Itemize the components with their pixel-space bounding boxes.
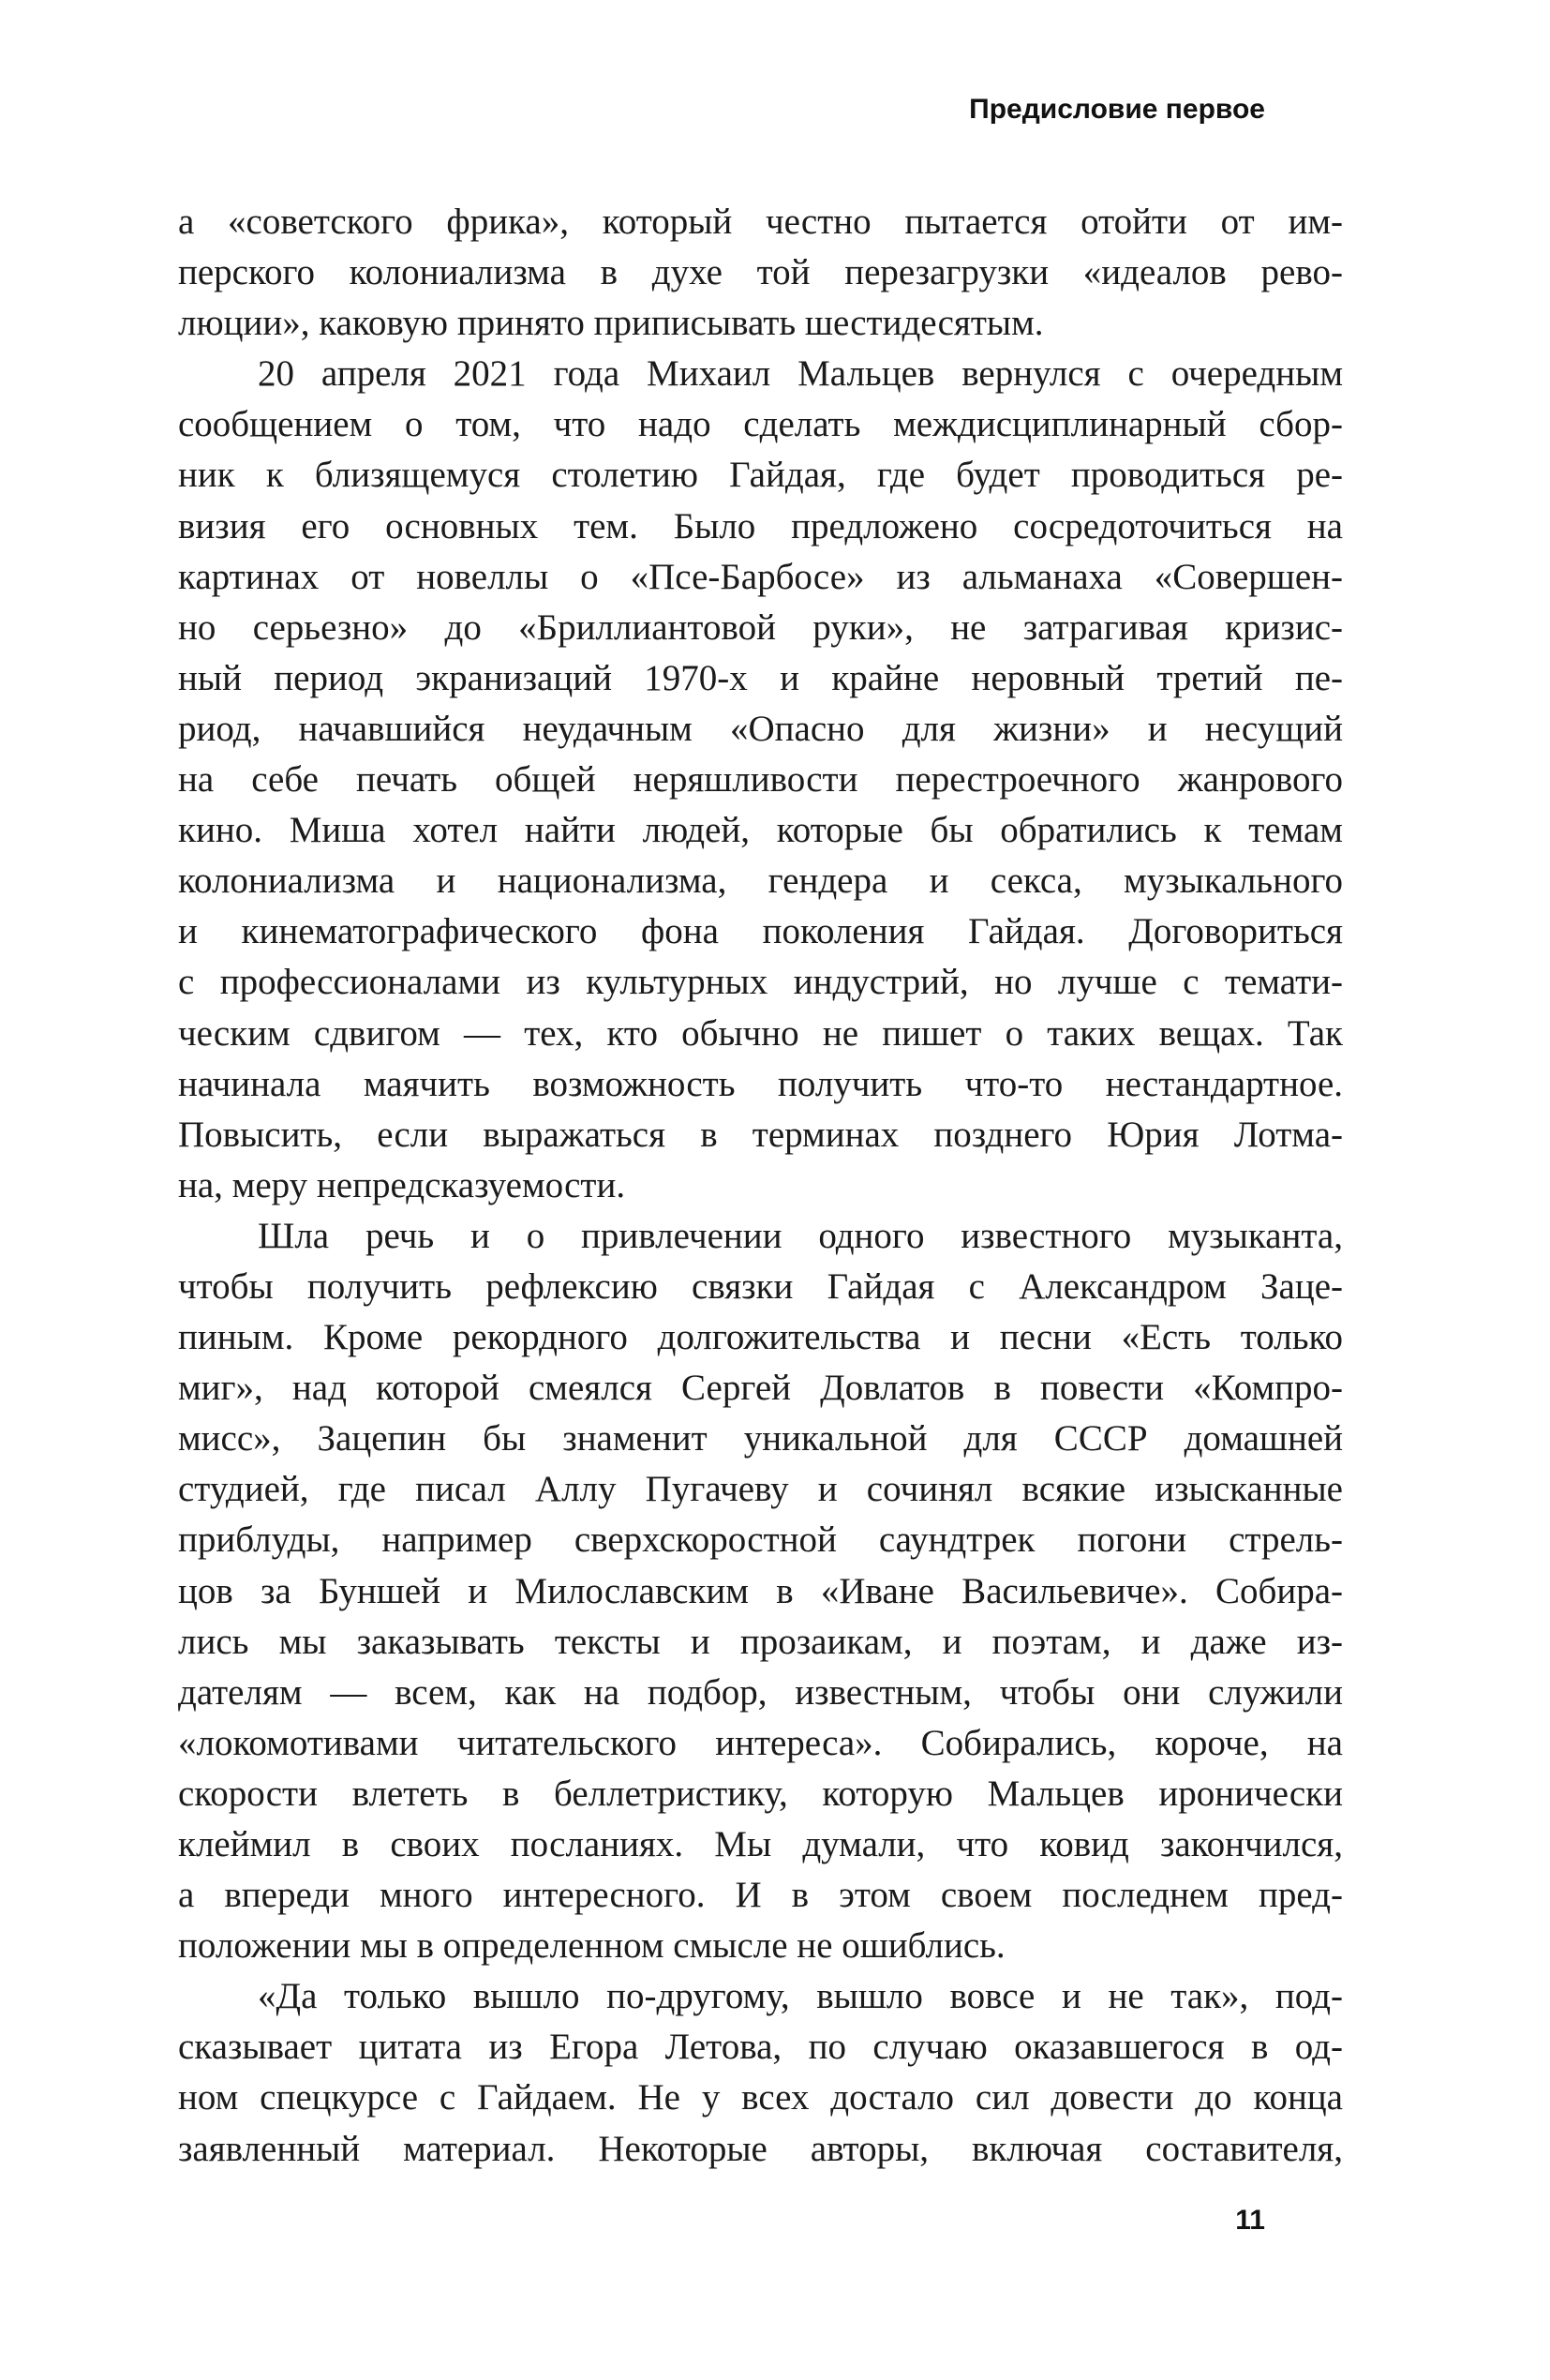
text-line: чтобы получить рефлексию связки Гайдая с Александром Заце-: [178, 1265, 1343, 1307]
text-line: пиным. Кроме рекордного долгожительства и песни «Есть только: [178, 1317, 1343, 1358]
text-line: начинала маячить возможность получить что-то нестандартное.: [178, 1063, 1343, 1104]
text-line: «Да только вышло по-другому, вышло вовсе и не так», под-: [258, 1976, 1343, 2017]
text-line: сообщением о том, что надо сделать междисциплинарный сбор-: [178, 404, 1343, 445]
text-line: положении мы в определенном смысле не ошиблись.: [178, 1925, 1006, 1967]
text-line: ный период экранизаций 1970-х и крайне неровный третий пе-: [178, 657, 1343, 698]
text-line: ник к близящемуся столетию Гайдая, где будет проводиться ре-: [178, 455, 1343, 496]
paragraph: [178, 349, 1343, 1211]
text-line: с профессионалами из культурных индустрий, но лучше с темати-: [178, 962, 1343, 1003]
page-number: 11: [1235, 2205, 1265, 2236]
paragraph: [178, 197, 1343, 349]
text-line: на себе печать общей неряшливости перестроечного жанрового: [178, 759, 1343, 801]
text-line: приблуды, например сверхскоростной саундтрек погони стрель-: [178, 1519, 1343, 1561]
text-line: Повысить, если выражаться в терминах позднего Юрия Лотма-: [178, 1114, 1343, 1155]
text-line: 20 апреля 2021 года Михаил Мальцев вернулся с очередным: [258, 353, 1343, 395]
text-line: кино. Миша хотел найти людей, которые бы обратились к темам: [178, 810, 1343, 851]
text-line: лись мы заказывать тексты и прозаикам, и поэтам, и даже из-: [178, 1621, 1343, 1662]
text-line: люции», каковую принято приписывать шестидесятым.: [178, 303, 1044, 344]
text-line: заявленный материал. Некоторые авторы, включая составителя,: [178, 2128, 1343, 2169]
text-line: перского колониализма в духе той перезагрузки «идеалов рево-: [178, 252, 1343, 293]
text-line: визия его основных тем. Было предложено сосредоточиться на: [178, 505, 1343, 546]
text-line: ном спецкурсе с Гайдаем. Не у всех достало сил довести до конца: [178, 2077, 1343, 2118]
paragraph: [178, 1211, 1343, 1971]
text-line: миг», над которой смеялся Сергей Довлатов в повести «Компро-: [178, 1368, 1343, 1409]
text-line: мисс», Зацепин бы знаменит уникальной для СССР домашней: [178, 1418, 1343, 1459]
text-line: но серьезно» до «Бриллиантовой руки», не затрагивая кризис-: [178, 606, 1343, 648]
text-line: колониализма и национализма, гендера и секса, музыкального: [178, 861, 1343, 902]
text-line: а впереди много интересного. И в этом своем последнем пред-: [178, 1875, 1343, 1916]
paragraph: [178, 1971, 1343, 2174]
text-line: сказывает цитата из Егора Летова, по случаю оказавшегося в од-: [178, 2027, 1343, 2068]
text-line: картинах от новеллы о «Псе-Барбосе» из альманаха «Совершен-: [178, 556, 1343, 597]
text-line: ческим сдвигом — тех, кто обычно не пишет о таких вещах. Так: [178, 1012, 1343, 1054]
text-line: студией, где писал Аллу Пугачеву и сочинял всякие изысканные: [178, 1469, 1343, 1510]
text-line: клеймил в своих посланиях. Мы думали, что ковид закончился,: [178, 1824, 1343, 1864]
running-header: Предисловие первое: [969, 94, 1265, 125]
body-text: [178, 197, 1343, 2175]
text-line: на, меру непредсказуемости.: [178, 1164, 626, 1205]
text-line: скорости влететь в беллетристику, которую Мальцев иронически: [178, 1773, 1343, 1814]
text-line: дателям — всем, как на подбор, известным, чтобы они служили: [178, 1671, 1343, 1713]
text-line: «локомотивами читательского интереса». Собирались, короче, на: [178, 1722, 1343, 1763]
text-line: цов за Буншей и Милославским в «Иване Васильевиче». Собира-: [178, 1570, 1343, 1611]
text-line: а «советского фрика», который честно пытается отойти от им-: [178, 202, 1343, 242]
text-line: риод, начавшийся неудачным «Опасно для жизни» и несущий: [178, 708, 1343, 749]
text-line: и кинематографического фона поколения Гайдая. Договориться: [178, 911, 1343, 952]
text-line: Шла речь и о привлечении одного известного музыканта,: [258, 1215, 1343, 1256]
